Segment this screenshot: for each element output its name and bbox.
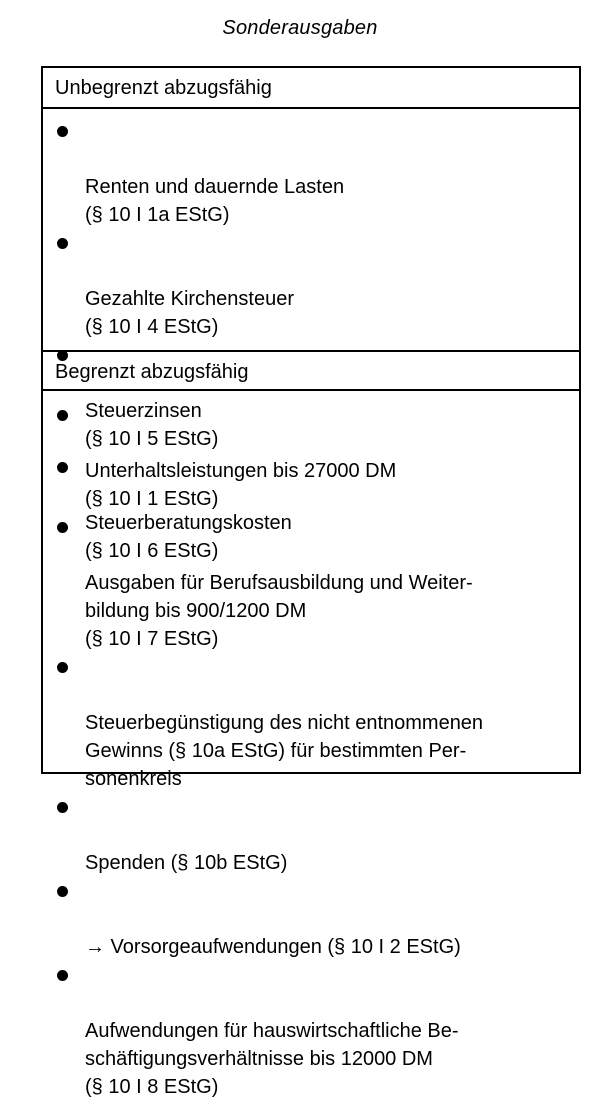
bullet-icon	[57, 662, 68, 673]
section-header-unbegrenzt: Unbegrenzt abzugsfähig	[43, 68, 579, 109]
list-item	[43, 229, 579, 341]
list-item-text: Ausgaben für Berufsausbildung und Weiter- bildung bis 900/1200 DM (§ 10 I 7 EStG)	[85, 572, 473, 650]
bullet-icon	[57, 126, 68, 137]
list-item-text: Steuerbegünstigung des nicht entnommenen Gewinns (§ 10a EStG) für bestimmten Per- sonenkreis	[85, 712, 484, 790]
list-item	[43, 877, 579, 961]
page-title: Sonderausgaben	[222, 17, 378, 39]
list-item	[43, 401, 579, 513]
list-item	[43, 793, 579, 877]
bullet-icon	[57, 886, 68, 897]
bullet-icon	[57, 410, 68, 421]
list-item-text: Renten und dauernde Lasten (§ 10 I 1a EStG)	[85, 176, 345, 226]
list-begrenzt	[43, 401, 579, 1101]
list-item	[43, 653, 579, 793]
list-item-text: Aufwendungen für hauswirtschaftliche Be- schäftigungsverhältnisse bis 12000 DM (§ 10 I 8 EStG)	[85, 1020, 459, 1098]
list-item-text: Steuerzinsen (§ 10 I 5 EStG)	[85, 400, 219, 450]
list-item-text: Unterhaltsleistungen bis 27000 DM (§ 10 I 1 EStG)	[85, 460, 397, 510]
sonderausgaben-table	[41, 66, 581, 1098]
list-item	[43, 513, 579, 653]
list-item-text: Steuerberatungskosten (§ 10 I 6 EStG)	[85, 512, 292, 562]
list-item-text: → Vorsorgeaufwendungen (§ 10 I 2 EStG)	[85, 936, 461, 958]
list-item	[43, 961, 579, 1101]
bullet-icon	[57, 970, 68, 981]
list-item	[43, 117, 579, 229]
section-header-begrenzt: Begrenzt abzugsfähig	[43, 350, 579, 391]
bullet-icon	[57, 802, 68, 813]
list-item-text: Gezahlte Kirchensteuer (§ 10 I 4 EStG)	[85, 288, 295, 338]
bullet-icon	[57, 238, 68, 249]
list-item-text: Spenden (§ 10b EStG)	[85, 852, 288, 874]
bullet-icon	[57, 522, 68, 533]
